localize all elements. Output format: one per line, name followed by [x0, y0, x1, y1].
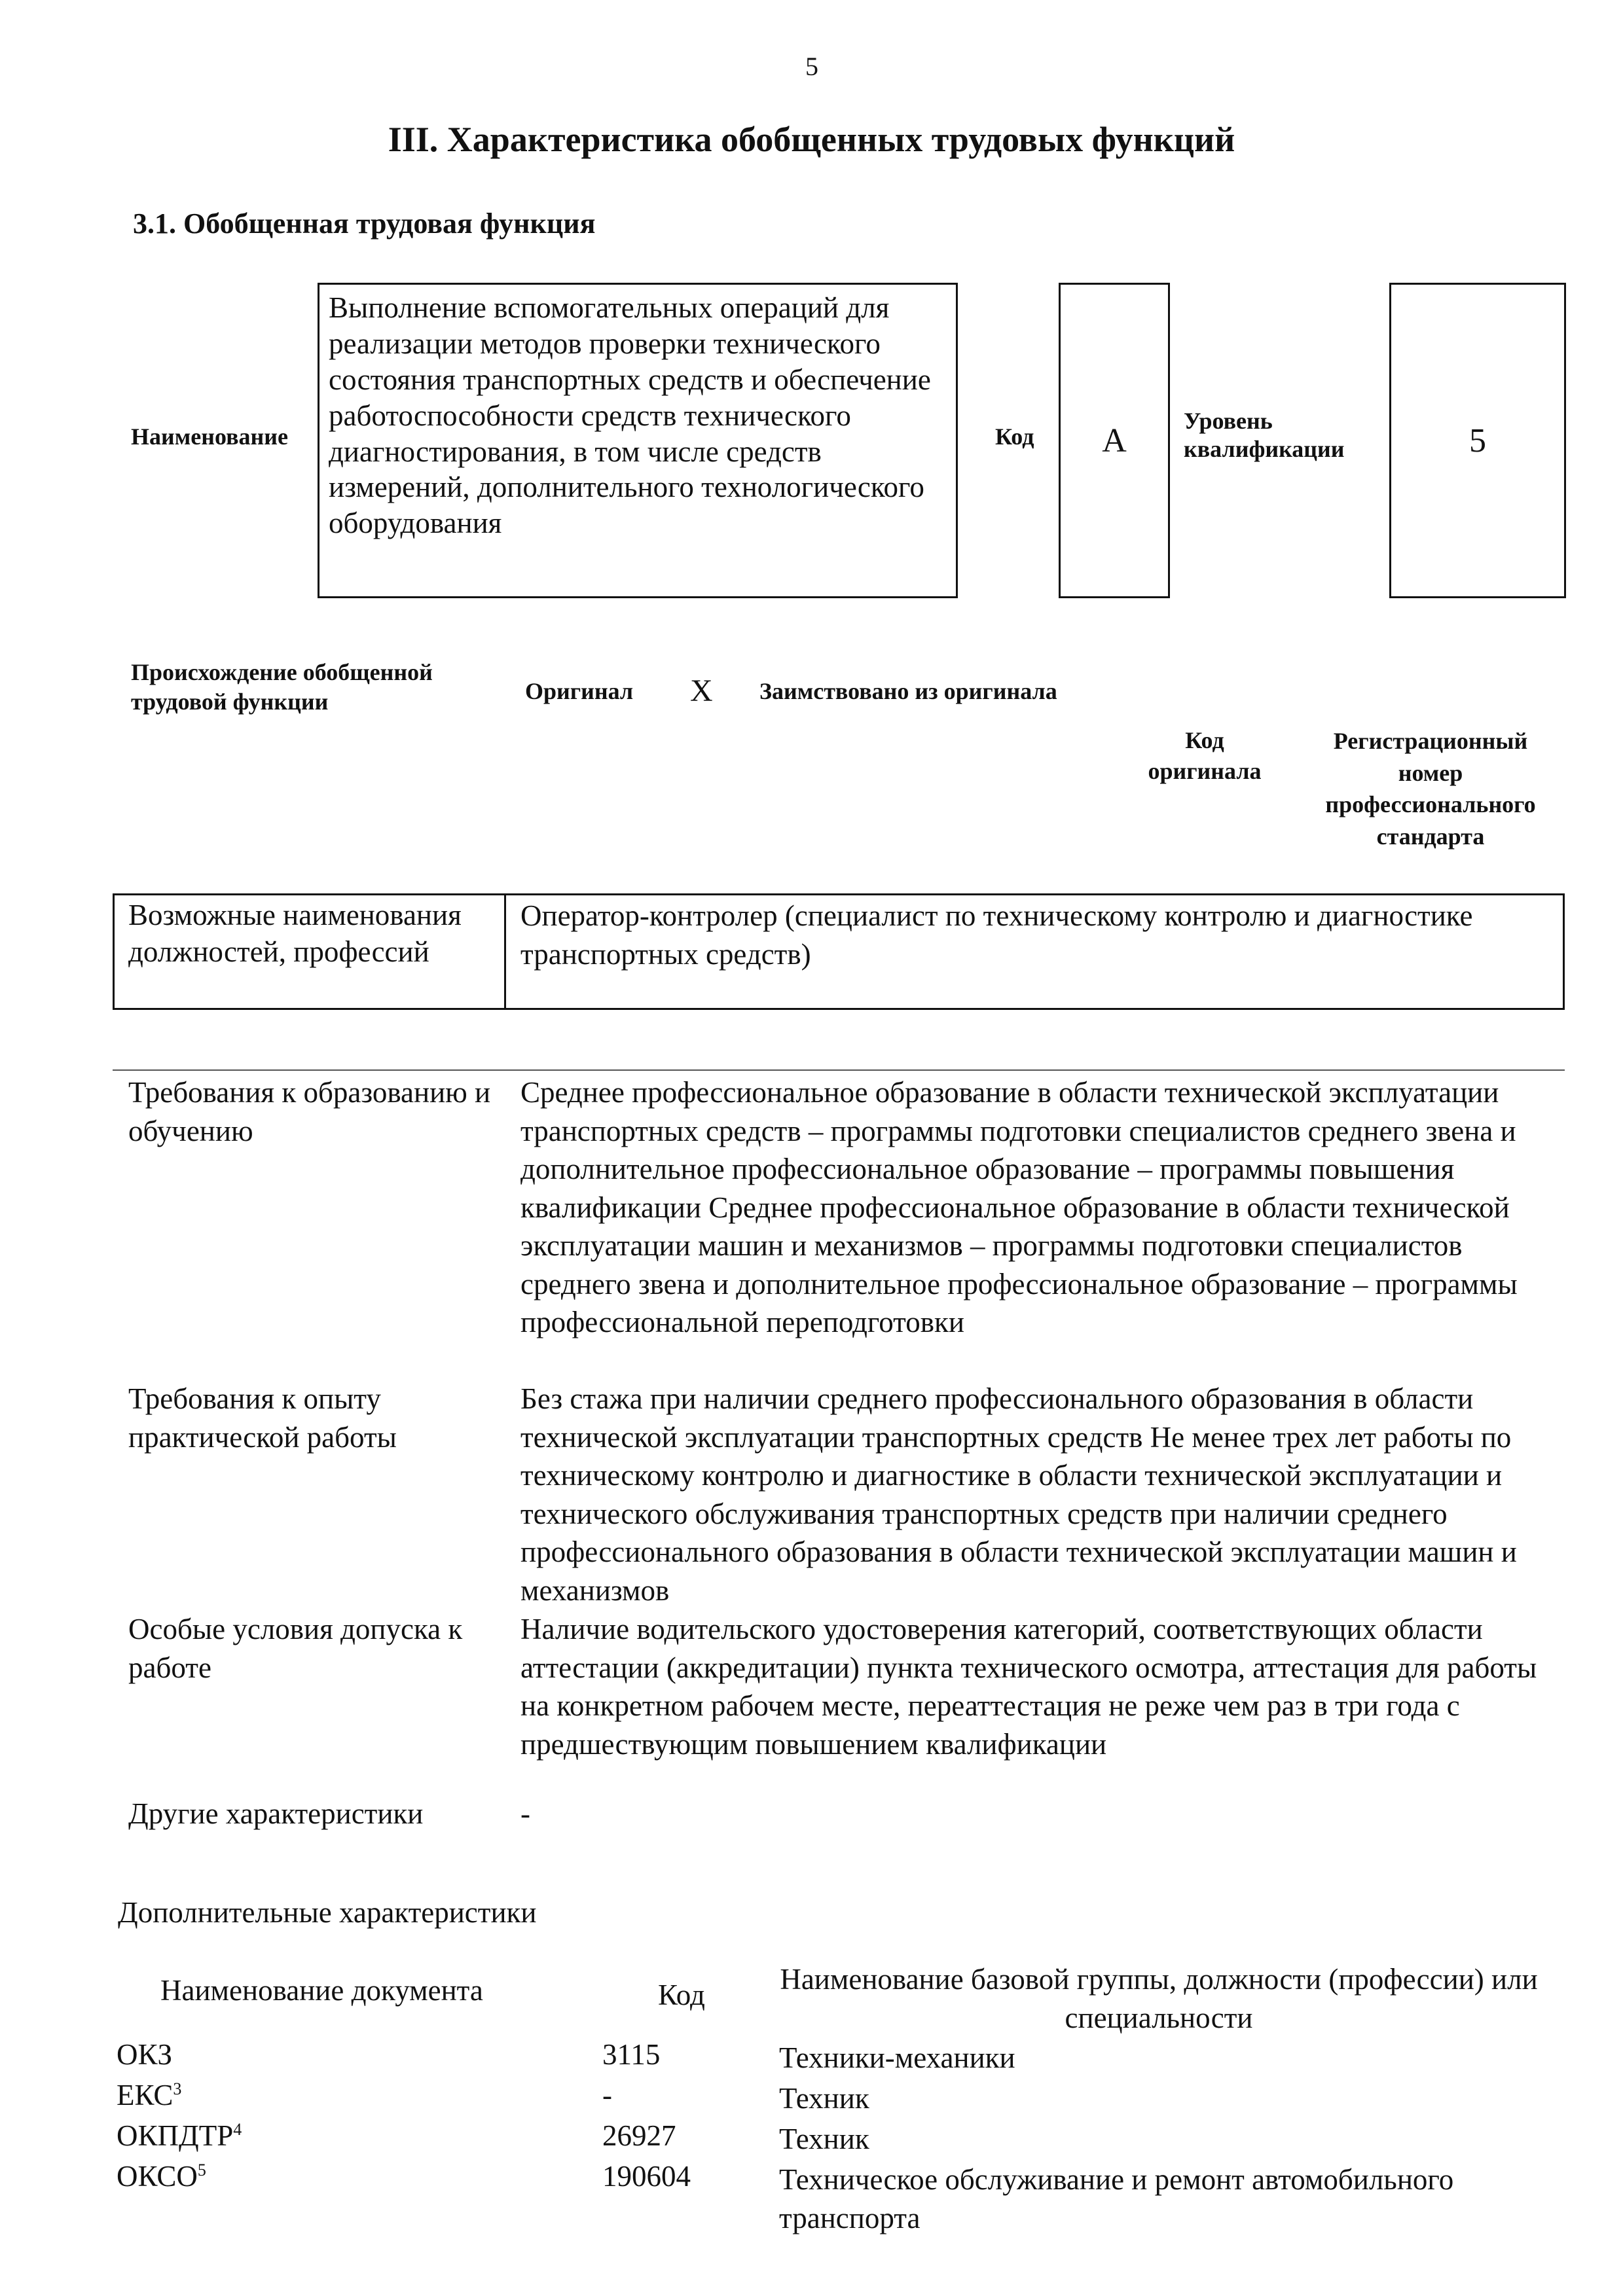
table-row-code: 26927 [602, 2119, 676, 2152]
function-code-box: A [1059, 283, 1170, 598]
requirement-label-admission: Особые условия допуска к работе [128, 1613, 463, 1684]
table-row-doc [117, 2157, 206, 2196]
requirement-text-other: - [520, 1797, 530, 1830]
qualification-level-box: 5 [1389, 283, 1566, 598]
qualification-level-label [1184, 407, 1380, 463]
table-row-group: Техническое обслуживание и ремонт автомобильного транспорта [779, 2163, 1454, 2234]
column-header-document: Наименование документа [160, 1974, 483, 2007]
qualification-level-label-text: Уровень квалификации [1184, 408, 1345, 463]
page-number: 5 [805, 52, 818, 81]
table-row-group: Техники-механики [779, 2041, 1015, 2074]
positions-label: Возможные наименования должностей, профессий [128, 899, 462, 969]
section-title: III. Характеристика обобщенных трудовых функций [388, 120, 1235, 159]
column-header-code: Код [658, 1979, 705, 2011]
requirement-text-experience: Без стажа при наличии среднего профессионального образования в области технической эксплуатации транспортных средств Не менее трех лет работы по техническому контролю и диагностике в области технической эксплуатации и технического обслуживания транспортных средств при наличии среднего профессионального образования в области технической эксплуатации машин и механизмов [520, 1382, 1517, 1607]
table-row-doc [117, 2076, 181, 2115]
origin-original-label: Оригинал [525, 678, 634, 704]
additional-title: Дополнительные характеристики [118, 1896, 537, 1929]
requirement-label-experience: Требования к опыту практической работы [128, 1382, 397, 1454]
code-label: Код [995, 423, 1034, 450]
doc-footnote: 3 [173, 2079, 182, 2098]
doc-name: ОКЗ [117, 2038, 173, 2071]
table-row-group: Техник [779, 2123, 869, 2155]
origin-label: Происхождение обобщенной трудовой функции [131, 659, 433, 715]
table-row-code: 3115 [602, 2038, 661, 2071]
table-row-code: 190604 [602, 2160, 691, 2193]
requirement-label-other: Другие характеристики [128, 1797, 424, 1830]
doc-name: ОКСО [117, 2160, 198, 2193]
table-row-doc [117, 2036, 172, 2074]
table-row-group: Техник [779, 2082, 869, 2115]
requirement-text-education: Среднее профессиональное образование в области технической эксплуатации транспортных средств – программы подготовки специалистов среднего звена и дополнительное профессиональное образование – программы повышения квалификации Среднее профессиональное образование в области технической эксплуатации машин и механизмов – программы подготовки специалистов среднего звена и дополнительное профессиональное образование – программы профессиональной переподготовки [520, 1076, 1518, 1338]
column-header-group: Наименование базовой группы, должности (профессии) или специальности [780, 1963, 1538, 2034]
doc-name: ОКПДТР [117, 2119, 234, 2152]
table-row-doc [117, 2117, 242, 2155]
function-name-box: Выполнение вспомогательных операций для реализации методов проверки технического состояния транспортных средств и обеспечение работоспособности средств технического диагностирования, в том числе средств измерений, дополнительного технологического оборудования [318, 283, 958, 598]
doc-footnote: 5 [197, 2161, 206, 2179]
name-label: Наименование [131, 423, 288, 450]
table-row-code: - [602, 2079, 612, 2111]
code-original-label: Код оригинала [1148, 727, 1262, 784]
requirement-text-admission: Наличие водительского удостоверения категорий, соответствующих области аттестации (аккредитации) пункта технического осмотра, аттестация для работы на конкретном рабочем месте, переаттестация не реже чем раз в три года с предшествующим повышением квалификации [520, 1613, 1537, 1761]
requirement-label-education: Требования к образованию и обучению [128, 1076, 491, 1147]
doc-name: ЕКС [117, 2079, 173, 2111]
requirements-top-rule [113, 1069, 1565, 1071]
origin-borrowed-label: Заимствовано из оригинала [759, 678, 1057, 704]
doc-footnote: 4 [233, 2120, 242, 2139]
registration-number-label: Регистрационный номер профессионального стандарта [1325, 728, 1536, 850]
positions-divider [504, 893, 506, 1010]
subsection-title: 3.1. Обобщенная трудовая функция [133, 207, 596, 240]
origin-original-mark: X [690, 673, 713, 708]
positions-value: Оператор-контролер (специалист по техническому контролю и диагностике транспортных средств) [520, 899, 1473, 971]
